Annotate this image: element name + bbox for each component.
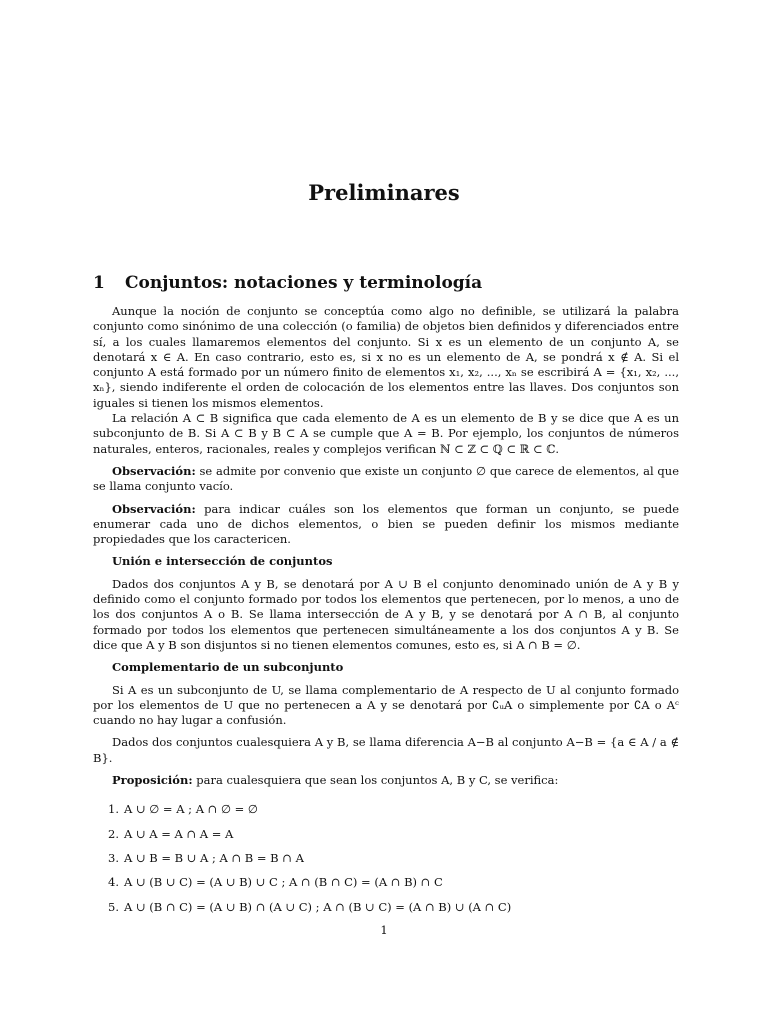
item-number: 3. [108, 850, 119, 865]
list-item [93, 827, 679, 842]
observation-label: Observación: [112, 501, 196, 516]
item-number: 5. [108, 899, 119, 914]
paragraph-complement: Si A es un subconjunto de U, se llama complementario de A respecto de U al conjunto formado por los elementos de U que no pertenecen a A y se denotará por ∁ᵤA o simplemente por ∁A o Aᶜ cuando no hay lugar a confusión. [93, 682, 679, 728]
proposition [93, 773, 679, 788]
paragraph-union-intersection: Dados dos conjuntos A y B, se denotará por A ∪ B el conjunto denominado unión de A y B y definido como el conjunto formado por todos los elementos que pertenecen, por lo menos, a uno de los dos conjuntos A o B. Se llama intersección de A y B, y se denotará por A ∩ B, al conjunto formado por todos los elementos que pertenecen simultáneamente a los dos conjuntos A y B. Se dice que A y B son disjuntos si no tienen elementos comunes, esto es, si A ∩ B = ∅. [93, 576, 679, 652]
section-body [93, 304, 679, 924]
observation-enumeration [93, 502, 679, 548]
proposition-label: Proposición: [112, 773, 193, 788]
item-number: 2. [108, 826, 119, 841]
list-item [93, 875, 679, 890]
observation-label: Observación: [112, 463, 196, 478]
item-formula: A ∪ (B ∩ C) = (A ∪ B) ∩ (A ∪ C) ; A ∩ (B ∪ C) = (A ∩ B) ∪ (A ∩ C) [124, 899, 512, 914]
proposition-text: para cualesquiera que sean los conjuntos A, B y C, se verifica: [192, 773, 559, 788]
observation-text: para indicar cuáles son los elementos que forman un conjunto, se puede enumerar cada uno de dichos elementos, o bien se pueden definir los mismos mediante propiedades que los caractericen. [93, 501, 679, 547]
section-heading [93, 273, 482, 293]
subsection-union-intersection: Unión e intersección de conjuntos [112, 554, 333, 569]
observation-empty-set [93, 464, 679, 495]
section-title: Conjuntos: notaciones y terminología [125, 273, 483, 293]
page-title: Preliminares [308, 180, 460, 205]
page-number: 1 [380, 923, 388, 937]
item-number: 1. [108, 802, 119, 817]
item-number: 4. [108, 875, 119, 890]
paragraph-definition: Aunque la noción de conjunto se conceptúa como algo no definible, se utilizará la palabra conjunto como sinónimo de una colección (o familia) de objetos bien definidos y diferenciados entre sí, a los cuales llamaremos elementos del conjunto. Si x es un elemento de un conjunto A, se denotará x ∈ A. En caso contrario, esto es, si x no es un elemento de A, se pondrá x ∉ A. Si el conjunto A está formado por un número finito de elementos x₁, x₂, ..., xₙ se escribirá A = {x₁, x₂, ..., xₙ}, siendo indiferente el orden de colocación de los elementos entre las llaves. Dos conjuntos son iguales si tienen los mismos elementos. [93, 304, 679, 410]
subsection-complement: Complementario de un subconjunto [112, 660, 344, 675]
paragraph-difference: Dados dos conjuntos cualesquiera A y B, se llama diferencia A−B al conjunto A−B = {a ∈ A / a ∉ B}. [93, 735, 679, 765]
list-item [93, 802, 679, 817]
item-formula: A ∪ (B ∪ C) = (A ∪ B) ∪ C ; A ∩ (B ∩ C) = (A ∩ B) ∩ C [124, 875, 443, 890]
paragraph-subset: La relación A ⊂ B significa que cada elemento de A es un elemento de B y se dice que A es un subconjunto de B. Si A ⊂ B y B ⊂ A se cumple que A = B. Por ejemplo, los conjuntos de números naturales, enteros, racionales, reales y complejos verifican ℕ ⊂ ℤ ⊂ ℚ ⊂ ℝ ⊂ ℂ. [93, 411, 679, 456]
list-item [93, 900, 679, 915]
property-list [93, 802, 679, 914]
item-formula: A ∪ A = A ∩ A = A [124, 826, 234, 841]
observation-text: se admite por convenio que existe un conjunto ∅ que carece de elementos, al que se llama conjunto vacío. [93, 463, 679, 494]
list-item [93, 851, 679, 866]
item-formula: A ∪ ∅ = A ; A ∩ ∅ = ∅ [124, 802, 258, 817]
item-formula: A ∪ B = B ∪ A ; A ∩ B = B ∩ A [124, 850, 304, 865]
section-number: 1 [93, 273, 105, 293]
